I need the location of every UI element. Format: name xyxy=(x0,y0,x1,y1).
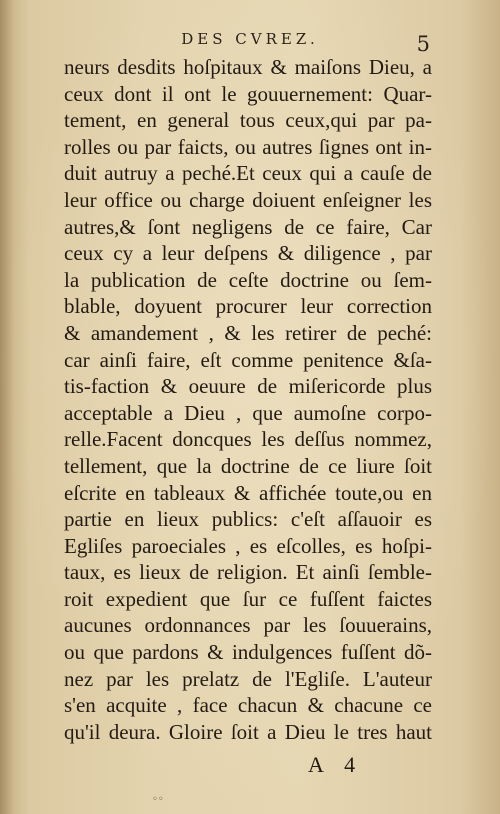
body-text xyxy=(64,54,432,745)
text-line: duit autruy a peché.Et ceux qui a cauſe de xyxy=(64,161,432,186)
text-line: aucunes ordonnances par les ſouuerains, xyxy=(64,613,432,638)
text-line: taux, es lieux de religion. Et ainſi ſemble- xyxy=(64,560,432,585)
text-line: tement, en general tous ceux,qui par pa- xyxy=(64,108,432,133)
text-line: & amandement , & les retirer de peché: xyxy=(64,320,432,345)
text-line: Egliſes paroeciales , es eſcolles, es hoſpi- xyxy=(64,533,432,558)
signature-mark: A 4 xyxy=(308,752,364,777)
gutter-shadow xyxy=(0,0,14,814)
text-line: acceptable a Dieu , que aumoſne corpo- xyxy=(64,400,432,425)
text-line: leur office ou charge doiuent enſeigner les xyxy=(64,187,432,212)
text-line: tellement, que la doctrine de ce liure ſoit xyxy=(64,453,432,478)
text-line: ou que pardons & indulgences fuſſent dõ- xyxy=(64,640,432,665)
text-line: blable, doyuent procurer leur correction xyxy=(64,294,432,319)
text-line: la publication de ceſte doctrine ou ſem- xyxy=(64,267,432,292)
printer-ornament-icon: ◦◦ xyxy=(152,794,164,805)
text-line: partie en lieux publics: c'eſt aſſauoir es xyxy=(64,507,432,532)
running-head: DES CVREZ. xyxy=(181,30,319,48)
text-line: rolles ou par faicts, ou autres ſignes ont in- xyxy=(64,134,432,159)
text-line: relle.Facent doncques les deſſus nommez, xyxy=(64,427,432,452)
text-line: ceux cy a leur deſpens & diligence , par xyxy=(64,241,432,266)
page-number: 5 xyxy=(416,32,430,56)
text-line: qu'il deura. Gloire ſoit a Dieu le tres haut xyxy=(64,719,432,744)
text-line: car ainſi faire, eſt comme penitence &ſa- xyxy=(64,347,432,372)
text-line: s'en acquite , face chacun & chacune ce xyxy=(64,693,432,718)
text-line: tis-faction & oeuure de miſericorde plus xyxy=(64,374,432,399)
text-line: eſcrite en tableaux & affichée toute,ou en xyxy=(64,480,432,505)
text-line: autres,& ſont negligens de ce faire, Car xyxy=(64,214,432,239)
text-line: roit expedient que ſur ce fuſſent faictes xyxy=(64,586,432,611)
text-line: ceux dont il ont le gouuernement: Quar- xyxy=(64,81,432,106)
text-line: neurs desdits hoſpitaux & maiſons Dieu, a xyxy=(64,55,432,79)
text-line: nez par les prelatz de l'Egliſe. L'auteur xyxy=(64,666,432,691)
